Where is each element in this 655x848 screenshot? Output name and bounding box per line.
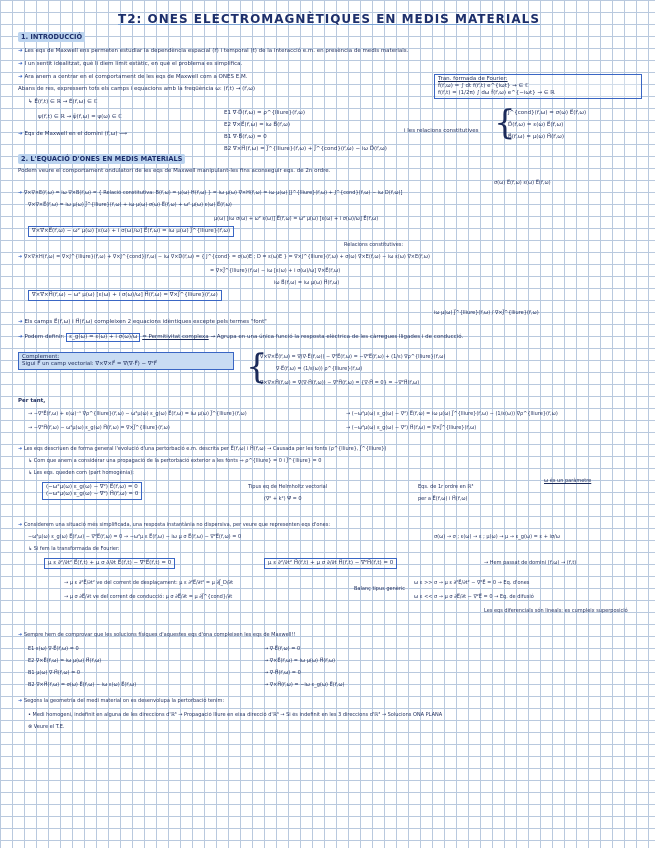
omega-parameter: ω és un paràmetre [544,478,592,484]
note-define: ➜ Podem definir: ε_g(ω) = ε(ω) + i σ(ω)/ω = Permitivitat complexa → Agrupa en una única funció la resposta elèctrica de les càrregues lligades i de conducció. [18,334,464,340]
wave-eq-E-box: ∇⃗×∇⃗×E⃗(r⃗,ω) − ω² μ(ω) [ε(ω) + i σ(ω)/ω] E⃗(r⃗,ω) = iω μ(ω) J⃗^{lliure}(r⃗,ω) [28,226,234,237]
complement-label: Complement: [22,354,60,360]
derivation-intro: Podem veure el comportament ondulatori de les eqs de Maxwell manipulant-les fins aconseguir eqs. de 2n ordre. [18,168,331,174]
constitutive-3: B⃗(r⃗,ω) = μ(ω) H⃗(r⃗,ω) [508,134,564,140]
constitutive-2: D⃗(r⃗,ω) = ε(ω) E⃗(r⃗,ω) [508,122,564,128]
therefore-E: → −∇⃗²E⃗(r⃗,ω) + ε(ω)⁻¹ ∇⃗ρ^{lliure}(r⃗,ω) − ω²μ(ω) ε_g(ω) E⃗(r⃗,ω) = iω μ(ω) J⃗^{lliure}(r⃗,ω) [28,411,247,417]
simple-line-1: ➜ Considerem una situació més simplificada, una resposta instantània no dispersiva, per veure que representen eqs d'ones: [18,522,331,528]
wave-eq-time-E: μ ε ∂²/∂t² E⃗(r⃗,t) + μ σ ∂/∂t E⃗(r⃗,t) − ∇⃗²E⃗(r⃗,t) = 0 [44,558,175,569]
derivation-line-3: μ(ω) [iω σ(ω) + ω² ε(ω)] E⃗(r⃗,ω) = ω² μ(ω) [ε(ω) + i σ(ω)/ω] E⃗(r⃗,ω) [214,216,379,222]
intro-line-3: ➜ Ara anem a centrar en el comportament de les eqs de Maxwell com a ONES E.M. [18,74,248,80]
fourier-forward: f̃(r⃗,ω) = ∫ dt f(r⃗,t) e^{iωt} → ∈ ℂ [438,83,529,89]
check-r3: → ∇⃗·H⃗(r⃗,ω) = 0 [264,670,301,676]
simple-line-3: ↳ Si fem la transformada de Fourier: [28,546,120,552]
simple-line-2: −ω²μ(ω) ε_g(ω) E⃗(r⃗,ω) − ∇⃗²E⃗(r⃗,ω) = 0 → −ω²μ ε E⃗(r⃗,ω) − iω μ σ E⃗(r⃗,ω) − ∇⃗²E⃗(r⃗,ω) = 0 [28,534,242,540]
note-identical: ➜ Els camps E⃗(r⃗,ω) i H⃗(r⃗,ω) compleixen 2 equacions idèntiques excepte pels termes "font" [18,319,267,325]
notes-page [14,8,644,844]
derivation-side: σ(ω) E⃗(r⃗,ω) ε(ω) E⃗(r⃗,ω) [494,180,551,186]
check-e2: E2 ∇⃗×E⃗(r⃗,ω) = iω μ(ω) H⃗(r⃗,ω) [28,658,102,664]
fourier-label: Tran. formada de Fourier: [438,76,508,82]
general-line-2: ↳ Com que anem a considerar una propagació de la pertorbació exterior a les fonts ⇒ ρ^{lliure} = 0 i J⃗^{lliure} = 0 [28,458,322,464]
maxwell-b1: B1 ∇⃗·B⃗(r⃗,ω) = 0 [224,134,267,140]
fourier-inverse: f(r⃗,t) = (1/2π) ∫ dω f̃(r⃗,ω) e^{−iωt} → ∈ ℝ [438,90,555,96]
wave-eq-H-box: ∇⃗×∇⃗×H⃗(r⃗,ω) − ω² μ(ω) [ε(ω) + i σ(ω)/ω] H⃗(r⃗,ω) = ∇⃗×J⃗^{lliure}(r⃗,ω) [28,290,222,301]
intro-line-5: ↳ E⃗(r⃗,t) ∈ ℝ → Ẽ(r⃗,ω) ∈ ℂ [28,99,98,105]
derivation-line-5: = ∇⃗×J⃗^{lliure}(r⃗,ω) − iω [ε(ω) + i σ(ω)/ω] ∇⃗×E⃗(r⃗,ω) [210,268,341,274]
balance-wave: ω ε >> σ → μ ε ∂²E⃗/∂t² − ∇⃗²E⃗ = 0 → Eq. d'ones [414,580,530,586]
derivation-line-1: ➜ ∇⃗×∇⃗×E⃗(r⃗,ω) = iω ∇⃗×B⃗(r⃗,ω) = { Relació constitutiva: B⃗(r⃗,ω) = μ(ω) H⃗(r⃗,ω) } = iω μ(ω) ∇⃗×H⃗(r⃗,ω) = iω μ(ω) [J⃗^{lliure}(r⃗,ω) + J⃗^{cond}(r⃗,ω) − iω D⃗(r⃗,ω)] [18,190,403,196]
complement-E: ∇⃗×∇⃗×E⃗(r⃗,ω) = ∇⃗(∇⃗·E⃗(r⃗,ω)) − ∇⃗²E⃗(r⃗,ω) = −∇⃗²E⃗(r⃗,ω) + (1/ε) ∇⃗ρ^{lliure}(r⃗,ω) [260,354,446,360]
intro-line-2: ➜ I un sentit idealitzat, què li diem límit estàtic, en què el problema es simplifica. [18,61,243,67]
intro-line-6: ψ(r⃗,t) ∈ ℝ → ψ̃(r⃗,ω) = ψ(ω) ∈ ℂ [38,114,123,120]
section-heading-wave-eq: 2. L'EQUACIÓ D'ONES EN MEDIS MATERIALS [18,154,185,164]
order-label: Eqs. de 1r ordre en ℝ³ [418,484,474,490]
geometry-see: ⊗ Veure el T.E. [28,724,65,730]
complement-box [18,352,234,370]
domain-change: → Hem passat de domini (r⃗,ω) → (r⃗,t) [484,560,577,566]
maxwell-e1: E1 ∇⃗·D⃗(r⃗,ω) = ρ^{lliure}(r⃗,ω) [224,110,305,116]
intro-line-1: ➜ Les eqs de Maxwell ens permeten estudiar la dependència espacial (r⃗) i temporal (t) de la interacció e.m. en presència de medis materials. [18,48,409,54]
check-intro: ➜ Sempre hem de comprovar que les solucions físiques d'aquestes eqs d'ona compleixen les eqs de Maxwell!! [18,632,296,638]
order-fields: per a E⃗(r⃗,ω) i H⃗(r⃗,ω) [418,496,468,502]
linearity-note: Les eqs diferencials són lineals: es cumpleix superposició [484,608,628,614]
general-line-1: ➜ Les eqs descriuen de forma general l'evolució d'una pertorbació e.m. descrita per E⃗(r⃗,ω) i H⃗(r⃗,ω) → Causada per les fonts (ρ^{lliure}, J⃗^{lliure}) [18,446,387,452]
balance-label: Balanç tipus genèric [354,586,406,592]
note-sources: iω μ(ω) J⃗^{lliure}(r⃗,ω) / ∇⃗×J⃗^{lliure}(r⃗,ω) [434,310,539,316]
constitutive-relations-label: Relacions constitutives: [344,242,404,248]
helmholtz-eq: (∇⃗² + k²) Ψ⃗ = 0 [264,496,302,502]
term-conduction: → μ σ ∂E⃗/∂t ve del corrent de conducció: μ σ ∂E⃗/∂t = μ ∂J⃗^{cond}/∂t [64,594,233,600]
intro-line-4: Abans de res, expressem tots els camps i equacions amb la freqüència ω: (r⃗,t) → (r⃗,ω) [18,86,255,92]
brace: { [494,103,516,143]
maxwell-and: i les relacions constitutives [404,128,479,134]
check-r1: → ∇⃗·E⃗(r⃗,ω) = 0 [264,646,301,652]
wave-eq-time-H: μ ε ∂²/∂t² H⃗(r⃗,t) + μ σ ∂/∂t H⃗(r⃗,t) − ∇⃗²H⃗(r⃗,t) = 0 [264,558,397,569]
therefore-H-result: → (−ω²μ(ω) ε_g(ω) − ∇⃗²) H⃗(r⃗,ω) = ∇⃗×J⃗^{lliure}(r⃗,ω) [346,425,477,431]
eps-g-label: = Permitivitat complexa [142,334,209,340]
helmholtz-label: Tipus eq de Helmholtz vectorial [248,484,328,490]
general-line-3: ↳ Les eqs. queden com (part homogènia): [28,470,134,476]
maxwell-b2: B2 ∇⃗×H⃗(r⃗,ω) = J⃗^{lliure}(r⃗,ω) + J⃗^{cond}(r⃗,ω) − iω D⃗(r⃗,ω) [224,146,387,152]
term-displacement: → μ ε ∂²E⃗/∂t² ve del corrent de desplaçament: μ ε ∂²E⃗/∂t² = μ ∂J⃗_D/∂t [64,580,234,586]
homogeneous-H: (−ω²μ(ω) ε_g(ω) − ∇⃗²) H⃗(r⃗,ω) = 0 [46,491,139,497]
complement-divE: ∇⃗·E⃗(r⃗,ω) = (1/ε(ω)) ρ^{lliure}(r⃗,ω) [276,366,363,372]
derivation-line-2: ∇⃗×∇⃗×E⃗(r⃗,ω) = iω μ(ω) J⃗^{lliure}(r⃗,ω) + iω μ(ω) σ(ω) E⃗(r⃗,ω) + ω² μ(ω) ε(ω) E⃗(r⃗,ω) [28,202,232,208]
check-b1: B1 μ(ω) ∇⃗·H⃗(r⃗,ω) = 0 [28,670,81,676]
check-e1: E1 ε(ω) ∇⃗·E⃗(r⃗,ω) = 0 [28,646,79,652]
therefore-E-result: → (−ω²μ(ω) ε_g(ω) − ∇⃗²) E⃗(r⃗,ω) = iω μ(ω) J⃗^{lliure}(r⃗,ω) − (1/ε(ω)) ∇⃗ρ^{lliure}(r⃗,ω) [346,411,558,417]
check-r4: → ∇⃗×H⃗(r⃗,ω) = −iω ε_g(ω) E⃗(r⃗,ω) [264,682,345,688]
eps-g-note: → Agrupa en una única funció la resposta elèctrica de les càrregues lligades i de conducció. [210,334,464,340]
fourier-box [434,74,642,99]
therefore-label: Per tant, [18,398,46,404]
balance-diffusion: ω ε << σ → μ σ ∂E⃗/∂t − ∇⃗²E⃗ = 0 → Eq. de difusió [414,594,534,600]
geometry-homogeneous: • Medi homogeni, indefinit en alguna de les direccions d'ℝ³ → Propagació lliure en eixa direcció d'ℝ³ → Si és indefinit en les 3 direccions d'ℝ³ → Solucions ONA PLANA [28,712,443,718]
derivation-line-4: ➜ ∇⃗×∇⃗×H⃗(r⃗,ω) = ∇⃗×J⃗^{lliure}(r⃗,ω) + ∇⃗×J⃗^{cond}(r⃗,ω) − iω ∇⃗×D⃗(r⃗,ω) = { J⃗^{cond} = σ(ω)E⃗ ; D⃗ = ε(ω)E⃗ } = ∇⃗×J⃗^{lliure}(r⃗,ω) + σ(ω) ∇⃗×E⃗(r⃗,ω) − iω ε(ω) ∇⃗×E⃗(r⃗,ω) [18,254,430,260]
section-heading-intro: 1. INTRODUCCIÓ [18,32,85,42]
eps-g-box: ε_g(ω) = ε(ω) + i σ(ω)/ω [66,333,140,342]
complement-H: ∇⃗×∇⃗×H⃗(r⃗,ω) = ∇⃗(∇⃗·H⃗(r⃗,ω)) − ∇⃗²H⃗(r⃗,ω) = {∇⃗·H⃗ = 0} = −∇⃗²H⃗(r⃗,ω) [260,380,420,386]
homogeneous-E: (−ω²μ(ω) ε_g(ω) − ∇⃗²) E⃗(r⃗,ω) = 0 [46,484,138,490]
complement-identity: Sigui F⃗ un camp vectorial: ∇⃗×∇⃗×F⃗ = ∇⃗(∇⃗·F⃗) − ∇⃗²F⃗ [22,361,157,367]
maxwell-e2: E2 ∇⃗×E⃗(r⃗,ω) = iω B⃗(r⃗,ω) [224,122,291,128]
geometry-intro: ➜ Segons la geometria del medi material on es desenvolupa la pertorbació tenim: [18,698,225,704]
brace: { [246,347,268,387]
homogeneous-eqs-box [42,482,142,500]
constitutive-1: J⃗^{cond}(r⃗,ω) = σ(ω) E⃗(r⃗,ω) [508,110,587,116]
intro-line-7: ➜ Eqs de Maxwell en el domini (r⃗,ω) ⟶ [18,131,128,137]
check-r2: → ∇⃗×E⃗(r⃗,ω) = iω μ(ω) H⃗(r⃗,ω) [264,658,336,664]
simple-nondispersive: σ(ω) → σ ; ε(ω) → ε ; μ(ω) → μ → ε_g(ω) = ε + iσ/ω [434,534,560,540]
therefore-H: → −∇⃗²H⃗(r⃗,ω) − ω²μ(ω) ε_g(ω) H⃗(r⃗,ω) = ∇⃗×J⃗^{lliure}(r⃗,ω) [28,425,170,431]
check-b2: B2 ∇⃗×H⃗(r⃗,ω) = σ(ω) E⃗(r⃗,ω) − iω ε(ω) E⃗(r⃗,ω) [28,682,137,688]
page-title: T2: ONES ELECTROMAGNÈTIQUES EN MEDIS MATERIALS [118,12,540,26]
derivation-line-6: iω B⃗(r⃗,ω) = iω μ(ω) H⃗(r⃗,ω) [274,280,340,286]
